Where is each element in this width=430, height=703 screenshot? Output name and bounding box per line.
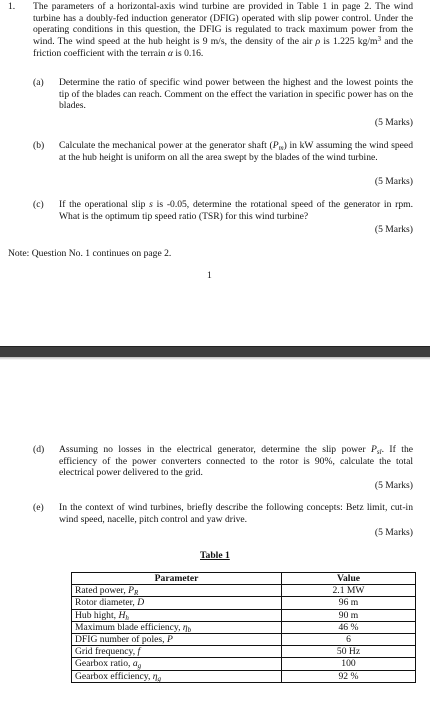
part-d-text-2: . If the efficiency of the power converters connected to the rotor is 90%, calculate the total electrical power delivered to the grid. — [59, 444, 413, 479]
value-cell: 6 — [282, 633, 416, 645]
part-a-label: (a) — [33, 77, 44, 88]
value-cell: 100 — [282, 658, 416, 670]
alpha-symbol: α — [167, 47, 173, 59]
part-b-text-1: Calculate the mechanical power at the generator shaft ( — [59, 140, 273, 151]
value-cell: 50 Hz — [282, 646, 416, 658]
part-a-marks: (5 Marks) — [374, 117, 413, 128]
parameter-cell — [72, 633, 282, 645]
part-c-text — [59, 199, 413, 222]
part-b-text-2: ) in kW assuming the wind speed at the hub height is uniform on all the area swept by the blades of the wind turbine. — [59, 140, 413, 163]
parameter-name: Gearbox ratio, — [75, 658, 133, 670]
part-d-text — [59, 444, 413, 479]
parameter-symbol: D — [137, 597, 145, 609]
part-c-text-1: If the operational slip — [59, 199, 150, 210]
psl-subscript: sl — [376, 448, 382, 456]
intro-text-1: The parameters of a horizontal-axis wind turbine are provided in Table 1 in page 2. The wind turbine has a doubly-fed induction generator (DFIG) operated with slip power control. Under the operating conditions in this question, the DFIG is regulated to track maximum power from the wind. The wind speed at the hub height is 9 m/s, the density of the air — [33, 1, 413, 48]
part-c-marks: (5 Marks) — [374, 224, 413, 235]
value-cell: 46 % — [282, 621, 416, 633]
parameter-cell — [72, 597, 282, 609]
parameter-subscript: g — [137, 662, 142, 671]
part-e-label: (e) — [33, 502, 44, 513]
parameter-subscript: h — [125, 613, 129, 622]
table-row — [72, 621, 416, 633]
pm-symbol: P — [272, 140, 279, 151]
header-value: Value — [282, 573, 416, 585]
parameter-cell — [72, 585, 282, 597]
question-intro — [33, 1, 413, 60]
parameter-subscript: g — [157, 674, 162, 683]
parameter-symbol: η — [152, 670, 158, 682]
part-c-text-2: is -0.05, determine the rotational speed of the generator in rpm. What is the optimum tip speed ratio (TSR) for this wind turbine? — [59, 199, 413, 222]
parameter-name: Hub hight, — [75, 609, 119, 621]
parameter-name: Gearbox efficiency, — [75, 670, 153, 682]
part-b-text — [59, 140, 413, 163]
rho-symbol: ρ — [315, 36, 321, 48]
part-e-text: In the context of wind turbines, briefly describe the following concepts: Betz limit, cut-in wind speed, nacelle, pitch control and yaw drive. — [59, 502, 413, 525]
table-row — [72, 585, 416, 597]
intro-text-3: and the friction coefficient with the terrain — [33, 36, 414, 59]
slip-symbol: s — [149, 199, 153, 210]
parameter-cell — [72, 646, 282, 658]
parameter-cell — [72, 658, 282, 670]
table-row — [72, 646, 416, 658]
page-number: 1 — [207, 270, 212, 281]
value-cell: 92 % — [282, 670, 416, 682]
parameter-name: Rotor diameter, — [75, 597, 138, 609]
intro-text-2: is 1.225 kg/m — [320, 36, 378, 48]
value-cell: 96 m — [282, 597, 416, 609]
parameter-cell — [72, 621, 282, 633]
pm-subscript: m — [278, 144, 284, 152]
table-row — [72, 670, 416, 682]
part-d-label: (d) — [33, 444, 45, 455]
part-d-text-1: Assuming no losses in the electrical generator, determine the slip power — [59, 444, 372, 455]
table-body — [72, 585, 416, 683]
part-c-label: (c) — [33, 199, 44, 210]
table-row — [72, 609, 416, 621]
parameters-table — [71, 572, 416, 683]
parameter-symbol: f — [137, 646, 141, 658]
parameter-name: Rated power, — [75, 585, 129, 597]
continuation-note: Note: Question No. 1 continues on page 2. — [8, 248, 172, 259]
table-row — [72, 633, 416, 645]
parameter-name: Maximum blade efficiency, — [75, 621, 183, 633]
part-a-text: Determine the ratio of specific wind power between the highest and the lowest points the tip of the blades can reach. Comment on the effect the variation in specific power has on the blades. — [59, 77, 413, 112]
parameter-symbol: η — [182, 621, 188, 633]
value-cell: 90 m — [282, 609, 416, 621]
parameter-symbol: P — [166, 634, 173, 646]
table-row — [72, 597, 416, 609]
value-cell: 2.1 MW — [282, 585, 416, 597]
page-divider-shadow — [0, 357, 430, 360]
table-row — [72, 658, 416, 670]
intro-text-4: is 0.16. — [172, 47, 204, 59]
table-header-row — [72, 573, 416, 585]
parameter-symbol: H — [118, 609, 126, 621]
parameter-subscript: b — [187, 625, 192, 634]
part-b-marks: (5 Marks) — [374, 176, 413, 187]
parameter-subscript: R — [134, 589, 139, 598]
parameter-name: DFIG number of poles, — [75, 634, 167, 646]
parameter-cell — [72, 670, 282, 682]
part-e-marks: (5 Marks) — [374, 527, 413, 538]
parameter-cell — [72, 609, 282, 621]
question-number: 1. — [8, 1, 16, 12]
parameter-symbol: a — [132, 658, 138, 670]
unit-exponent: 3 — [377, 35, 381, 44]
header-parameter: Parameter — [72, 573, 282, 585]
part-b-label: (b) — [33, 140, 45, 151]
part-d-marks: (5 Marks) — [374, 480, 413, 491]
table-title: Table 1 — [200, 550, 230, 561]
parameter-symbol: P — [128, 585, 135, 597]
parameter-name: Grid frequency, — [75, 646, 138, 658]
psl-symbol: P — [371, 444, 377, 455]
